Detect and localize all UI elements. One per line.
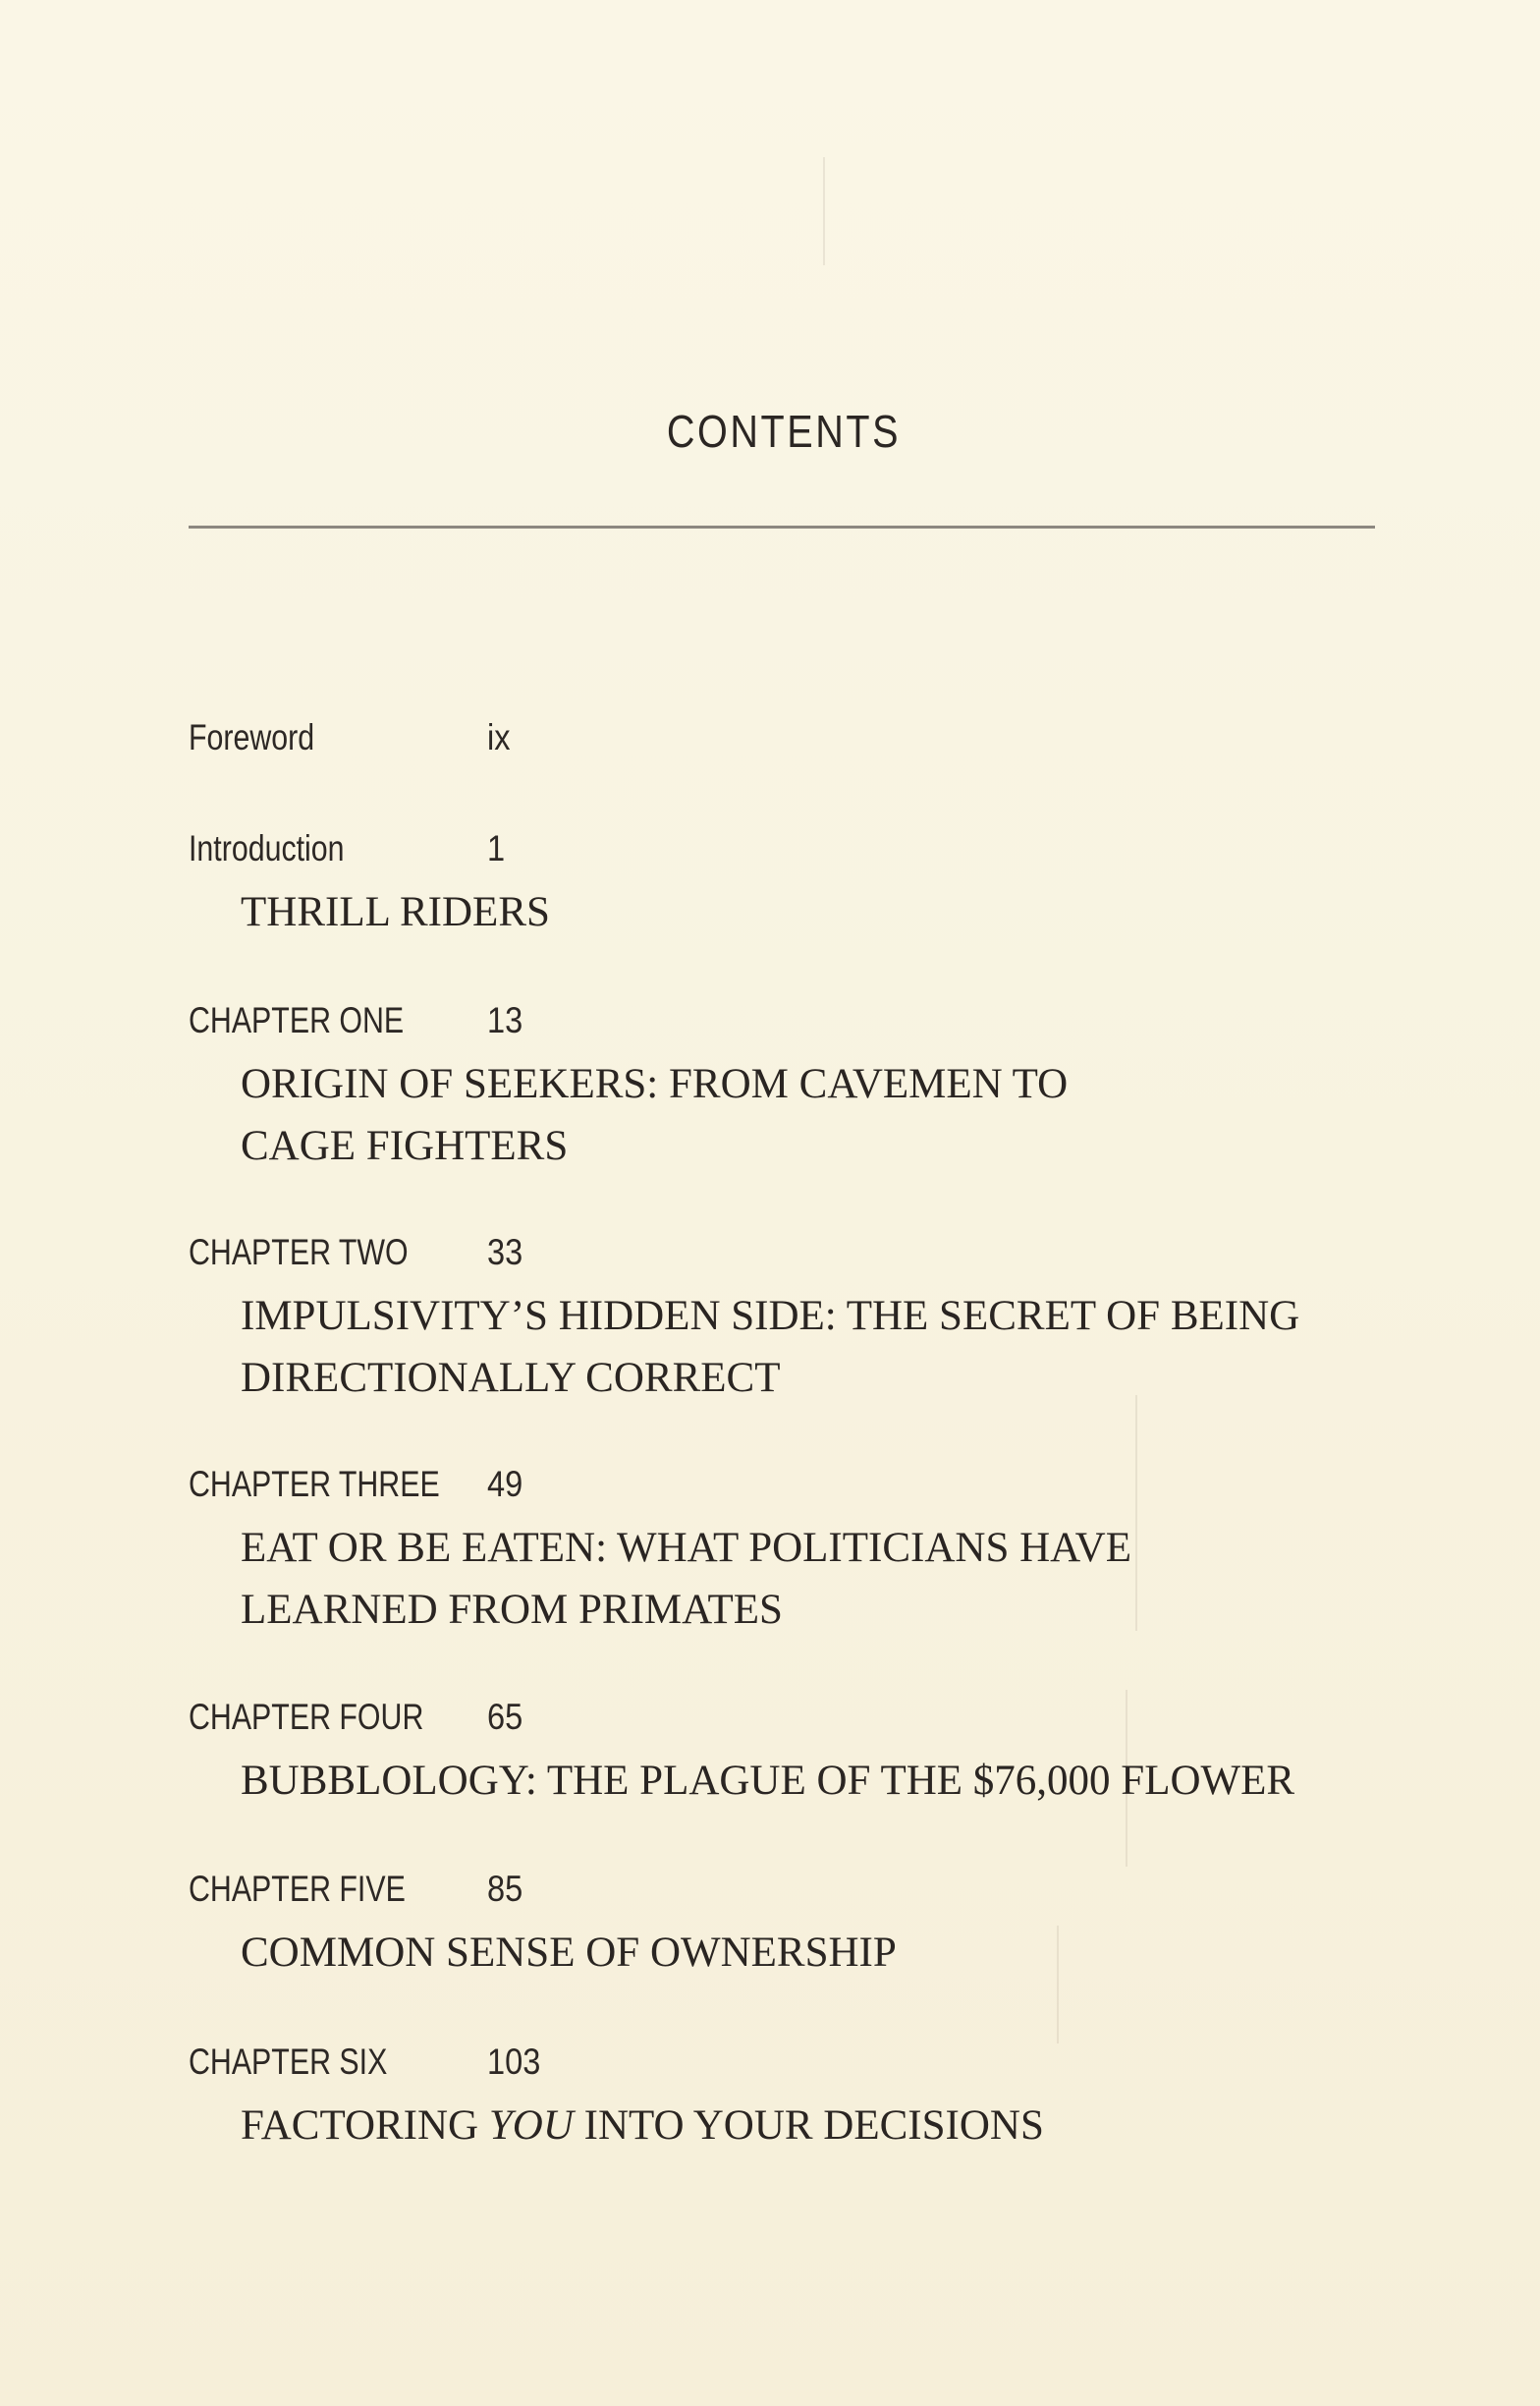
toc-label-row bbox=[189, 1865, 1397, 1914]
toc-entry-introduction bbox=[189, 824, 1397, 943]
toc-page-number: 13 bbox=[487, 1000, 523, 1040]
toc-label: CHAPTER SIX bbox=[189, 2042, 388, 2082]
toc-entry-foreword bbox=[189, 713, 1397, 762]
toc-label-row bbox=[189, 1228, 1397, 1277]
toc-page-number: 65 bbox=[487, 1697, 523, 1737]
toc-label: CHAPTER THREE bbox=[189, 1464, 440, 1504]
toc-title: ORIGIN OF SEEKERS: FROM CAVEMEN TO CAGE FIGHTERS bbox=[241, 1061, 1069, 1169]
toc-page-number: 85 bbox=[487, 1869, 523, 1909]
toc-page-number: 49 bbox=[487, 1464, 523, 1504]
toc-title: BUBBLOLOGY: THE PLAGUE OF THE $76,000 FLOWER bbox=[241, 1758, 1295, 1804]
toc-title: IMPULSIVITY’S HIDDEN SIDE: THE SECRET OF BEING DIRECTIONALLY CORRECT bbox=[241, 1293, 1300, 1401]
toc-label-row bbox=[189, 1693, 1397, 1742]
toc-entry-chapter-five bbox=[189, 1865, 1397, 1984]
scan-artifact-line bbox=[823, 157, 825, 265]
heading-rule bbox=[189, 526, 1375, 529]
toc-entry-chapter-two bbox=[189, 1228, 1397, 1409]
toc-title-part: FACTORING bbox=[241, 2102, 489, 2149]
toc-title-emphasis: YOU bbox=[488, 2102, 574, 2149]
toc-label: CHAPTER FIVE bbox=[189, 1869, 406, 1909]
toc-label: CHAPTER TWO bbox=[189, 1232, 409, 1272]
toc-entry-chapter-three bbox=[189, 1460, 1397, 1641]
toc-page-number: ix bbox=[487, 717, 511, 757]
toc-title: EAT OR BE EATEN: WHAT POLITICIANS HAVE LEARNED FROM PRIMATES bbox=[241, 1525, 1131, 1633]
toc-label-row bbox=[189, 996, 1397, 1045]
toc-title: COMMON SENSE OF OWNERSHIP bbox=[241, 1930, 897, 1976]
toc-label: Foreword bbox=[189, 717, 315, 757]
toc-page-number: 1 bbox=[487, 828, 506, 868]
toc-label: CHAPTER FOUR bbox=[189, 1697, 424, 1737]
toc-entry-chapter-four bbox=[189, 1693, 1397, 1812]
toc-title bbox=[241, 2095, 1397, 2156]
toc-label-row bbox=[189, 824, 1397, 873]
contents-heading: CONTENTS bbox=[666, 406, 902, 457]
toc-label-row bbox=[189, 1460, 1397, 1509]
toc-label-row bbox=[189, 713, 1397, 762]
toc-entry-chapter-one bbox=[189, 996, 1397, 1177]
toc-page-number: 33 bbox=[487, 1232, 523, 1272]
toc-label: CHAPTER ONE bbox=[189, 1000, 405, 1040]
toc-label-row bbox=[189, 2038, 1397, 2087]
toc-label: Introduction bbox=[189, 828, 345, 868]
toc-title-part: INTO YOUR DECISIONS bbox=[573, 2102, 1044, 2149]
toc-title: THRILL RIDERS bbox=[241, 889, 550, 935]
toc-page-number: 103 bbox=[487, 2042, 541, 2082]
toc-entry-chapter-six bbox=[189, 2038, 1397, 2156]
